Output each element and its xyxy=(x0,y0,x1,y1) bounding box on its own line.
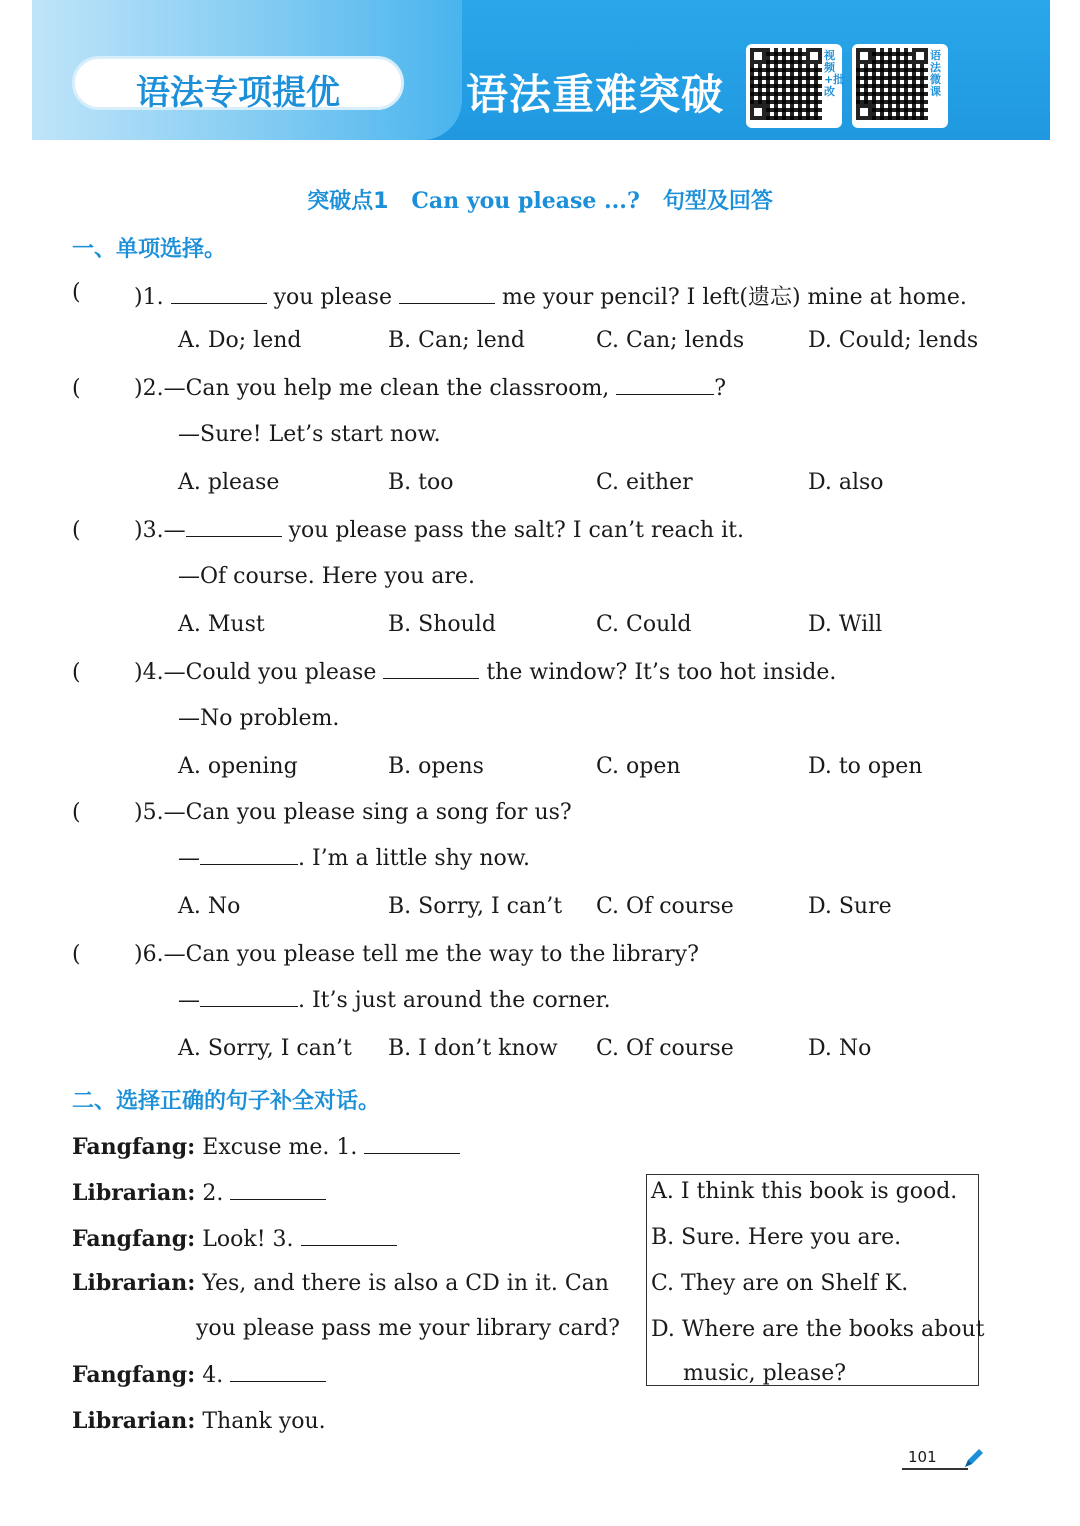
option-d: D. to open xyxy=(808,754,923,779)
part1-heading: 一、单项选择。 xyxy=(72,237,227,262)
option-c: C. Can; lends xyxy=(596,328,745,353)
question-number: )6. xyxy=(134,942,164,967)
dialogue-line-1 xyxy=(72,1134,460,1160)
answer-paren[interactable]: ( xyxy=(72,800,81,825)
qr-corner-icon xyxy=(856,48,872,64)
option-d: D. also xyxy=(808,470,884,495)
question-text: — xyxy=(178,988,200,1013)
option-c: C. Of course xyxy=(596,894,734,919)
choice-a: A. I think this book is good. xyxy=(651,1179,958,1204)
speaker: Librarian: xyxy=(72,1180,196,1206)
question-text: you please pass the salt? I can’t reach it. xyxy=(288,518,744,543)
question-text: — xyxy=(163,518,186,543)
answer-blank[interactable] xyxy=(364,1135,460,1154)
question-text: —Can you please tell me the way to the library? xyxy=(163,942,699,967)
question-text: . It’s just around the corner. xyxy=(298,988,611,1013)
option-b: B. Should xyxy=(388,612,496,637)
option-c: C. Could xyxy=(596,612,692,637)
option-b: B. opens xyxy=(388,754,484,779)
pencil-icon xyxy=(962,1446,986,1470)
section-suffix: 句型及回答 xyxy=(662,189,773,214)
option-a: A. Do; lend xyxy=(178,328,302,353)
section-title xyxy=(0,184,1080,215)
dialogue-line-3 xyxy=(72,1226,397,1252)
option-b: B. too xyxy=(388,470,454,495)
question-text: — xyxy=(178,846,200,871)
section-pattern: Can you please ...? xyxy=(411,188,640,214)
option-c: C. either xyxy=(596,470,693,495)
answer-blank[interactable] xyxy=(230,1181,326,1200)
option-a: A. please xyxy=(178,470,280,495)
option-d: D. Could; lends xyxy=(808,328,979,353)
part2-heading: 二、选择正确的句子补全对话。 xyxy=(72,1089,381,1114)
qr-corner-icon xyxy=(912,48,928,64)
answer-paren[interactable]: ( xyxy=(72,376,81,401)
answer-blank[interactable] xyxy=(399,285,495,304)
question-text: . I’m a little shy now. xyxy=(298,846,530,871)
qr-code-grammar[interactable] xyxy=(852,44,948,128)
choices-box xyxy=(646,1174,985,1386)
page-number-underline xyxy=(902,1468,968,1470)
answer-blank[interactable] xyxy=(171,285,267,304)
option-c: C. open xyxy=(596,754,681,779)
qr-corner-icon xyxy=(806,48,822,64)
question-text: the window? It’s too hot inside. xyxy=(486,660,837,685)
dialogue-line-4 xyxy=(72,1270,609,1296)
dialogue-text: Thank you. xyxy=(202,1409,326,1434)
choice-c: C. They are on Shelf K. xyxy=(651,1271,909,1296)
dialogue-text: Look! 3. xyxy=(202,1227,294,1252)
dialogue-text: 4. xyxy=(202,1363,224,1388)
answer-paren[interactable]: ( xyxy=(72,660,81,685)
question-6-reply xyxy=(178,988,611,1013)
option-a: A. No xyxy=(178,894,241,919)
qr-code-video[interactable] xyxy=(746,44,845,128)
answer-blank[interactable] xyxy=(301,1227,397,1246)
choice-d-cont: music, please? xyxy=(683,1361,847,1386)
header-title: 语法重难突破 xyxy=(466,70,725,119)
dialogue-line-5 xyxy=(72,1362,326,1388)
answer-blank[interactable] xyxy=(230,1363,326,1382)
question-6 xyxy=(134,942,699,967)
option-a: A. opening xyxy=(178,754,298,779)
choice-d: D. Where are the books about xyxy=(651,1317,985,1342)
qr-corner-icon xyxy=(856,104,872,120)
question-number: )4. xyxy=(134,660,164,685)
question-3-reply: —Of course. Here you are. xyxy=(178,564,475,589)
speaker: Fangfang: xyxy=(72,1226,196,1252)
question-1 xyxy=(134,280,967,311)
choice-b: B. Sure. Here you are. xyxy=(651,1225,902,1250)
answer-blank[interactable] xyxy=(383,660,479,679)
series-label-pill xyxy=(72,56,404,113)
question-2-reply: —Sure! Let’s start now. xyxy=(178,422,441,447)
dialogue-line-4-cont: you please pass me your library card? xyxy=(196,1316,620,1341)
page-number: 101 xyxy=(908,1448,937,1466)
question-text: —Can you help me clean the classroom, xyxy=(163,376,610,401)
qr-corner-icon xyxy=(750,48,766,64)
option-d: D. No xyxy=(808,1036,872,1061)
option-d: D. Will xyxy=(808,612,883,637)
question-number: )1. xyxy=(134,285,164,310)
question-number: )2. xyxy=(134,376,164,401)
question-4-reply: —No problem. xyxy=(178,706,340,731)
speaker: Librarian: xyxy=(72,1270,196,1296)
answer-paren[interactable]: ( xyxy=(72,280,81,305)
qr-corner-icon xyxy=(750,104,766,120)
dialogue-line-2 xyxy=(72,1180,326,1206)
option-b: B. Sorry, I can’t xyxy=(388,894,563,919)
option-a: A. Must xyxy=(178,612,265,637)
option-d: D. Sure xyxy=(808,894,892,919)
qr-label-grammar: 语法微课 xyxy=(930,49,941,98)
option-a: A. Sorry, I can’t xyxy=(178,1036,352,1061)
question-text: me your pencil? I left(遗忘) mine at home. xyxy=(501,285,967,310)
option-b: B. Can; lend xyxy=(388,328,525,353)
question-2 xyxy=(134,376,726,401)
question-5-reply xyxy=(178,846,530,871)
dialogue-text: Excuse me. 1. xyxy=(202,1135,358,1160)
question-5 xyxy=(134,800,572,825)
dialogue-text: 2. xyxy=(202,1181,224,1206)
answer-paren[interactable]: ( xyxy=(72,518,81,543)
question-4 xyxy=(134,660,836,685)
speaker: Fangfang: xyxy=(72,1362,196,1388)
answer-blank[interactable] xyxy=(200,846,298,865)
question-text: you please xyxy=(273,285,392,310)
question-3 xyxy=(134,518,744,543)
speaker: Librarian: xyxy=(72,1408,196,1434)
question-text: ? xyxy=(714,376,727,401)
section-prefix: 突破点1 xyxy=(307,189,389,214)
question-text: —Can you please sing a song for us? xyxy=(163,800,572,825)
dialogue-text: Yes, and there is also a CD in it. Can xyxy=(202,1271,609,1296)
question-text: —Could you please xyxy=(163,660,377,685)
answer-blank[interactable] xyxy=(186,518,282,537)
question-number: )5. xyxy=(134,800,164,825)
speaker: Fangfang: xyxy=(72,1134,196,1160)
answer-blank[interactable] xyxy=(616,376,714,395)
dialogue-line-6 xyxy=(72,1408,326,1434)
qr-label-video: 视频+批改 xyxy=(824,49,845,98)
option-b: B. I don’t know xyxy=(388,1036,558,1061)
answer-blank[interactable] xyxy=(200,988,298,1007)
question-number: )3. xyxy=(134,518,164,543)
option-c: C. Of course xyxy=(596,1036,734,1061)
series-label: 语法专项提优 xyxy=(136,73,340,113)
answer-paren[interactable]: ( xyxy=(72,942,81,967)
